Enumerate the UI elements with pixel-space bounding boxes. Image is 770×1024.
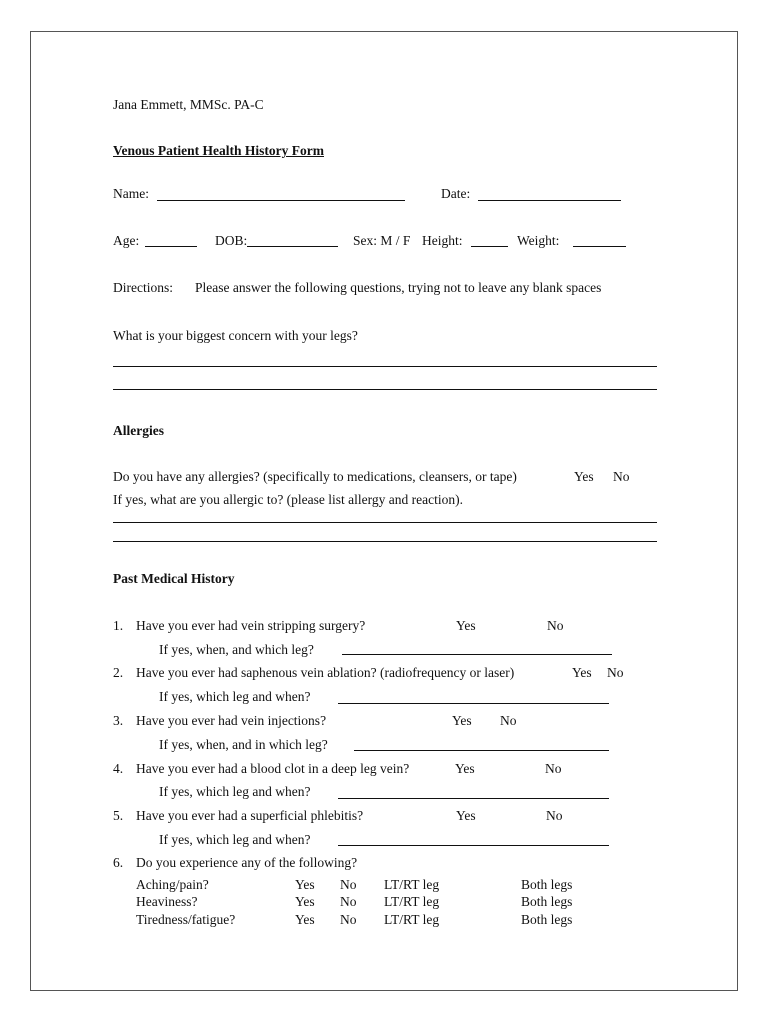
pmh-item-number: 4. xyxy=(113,761,124,776)
date-field[interactable] xyxy=(478,200,621,201)
weight-field[interactable] xyxy=(573,246,626,247)
dob-label: DOB: xyxy=(215,233,248,248)
symptom-no[interactable]: No xyxy=(340,912,357,927)
allergies-answer-line-2[interactable] xyxy=(113,541,657,542)
symptom-side[interactable]: LT/RT leg xyxy=(384,877,440,892)
symptom-name: Aching/pain? xyxy=(136,877,209,892)
dob-field[interactable] xyxy=(247,246,338,247)
allergies-followup: If yes, what are you allergic to? (please list allergy and reaction). xyxy=(113,492,463,507)
form-page xyxy=(30,31,738,991)
pmh-q6-number: 6. xyxy=(113,855,124,870)
allergies-yes[interactable]: Yes xyxy=(574,469,594,484)
name-field[interactable] xyxy=(157,200,405,201)
pmh-item-question: Have you ever had a superficial phlebitis? xyxy=(136,808,364,823)
pmh-item-no[interactable]: No xyxy=(500,713,517,728)
pmh-item-answer-line[interactable] xyxy=(338,798,609,799)
pmh-item-question: Have you ever had a blood clot in a deep leg vein? xyxy=(136,761,410,776)
pmh-item-number: 3. xyxy=(113,713,124,728)
pmh-item-yes[interactable]: Yes xyxy=(456,808,476,823)
pmh-item-no[interactable]: No xyxy=(547,618,564,633)
pmh-item-answer-line[interactable] xyxy=(342,654,612,655)
pmh-item-followup: If yes, when, and which leg? xyxy=(159,642,314,657)
symptom-both[interactable]: Both legs xyxy=(521,877,573,892)
concern-question: What is your biggest concern with your legs? xyxy=(113,328,358,343)
symptom-both[interactable]: Both legs xyxy=(521,912,573,927)
allergies-question: Do you have any allergies? (specifically to medications, cleansers, or tape) xyxy=(113,469,517,484)
allergies-no[interactable]: No xyxy=(613,469,630,484)
pmh-item-followup: If yes, which leg and when? xyxy=(159,689,311,704)
pmh-item-answer-line[interactable] xyxy=(338,703,609,704)
pmh-heading: Past Medical History xyxy=(113,571,235,586)
pmh-item-followup: If yes, which leg and when? xyxy=(159,784,311,799)
symptom-name: Tiredness/fatigue? xyxy=(136,912,236,927)
symptom-no[interactable]: No xyxy=(340,877,357,892)
age-label: Age: xyxy=(113,233,140,248)
pmh-item-no[interactable]: No xyxy=(545,761,562,776)
pmh-item-yes[interactable]: Yes xyxy=(572,665,592,680)
date-label: Date: xyxy=(441,186,471,201)
name-label: Name: xyxy=(113,186,149,201)
pmh-item-question: Have you ever had saphenous vein ablation? (radiofrequency or laser) xyxy=(136,665,515,680)
pmh-item-number: 1. xyxy=(113,618,124,633)
pmh-item-answer-line[interactable] xyxy=(338,845,609,846)
pmh-item-yes[interactable]: Yes xyxy=(455,761,475,776)
sex-label[interactable]: Sex: M / F xyxy=(353,233,411,248)
age-field[interactable] xyxy=(145,246,197,247)
symptom-yes[interactable]: Yes xyxy=(295,912,315,927)
symptom-no[interactable]: No xyxy=(340,894,357,909)
pmh-item-no[interactable]: No xyxy=(607,665,624,680)
height-label: Height: xyxy=(422,233,463,248)
pmh-item-number: 2. xyxy=(113,665,124,680)
weight-label: Weight: xyxy=(517,233,560,248)
allergies-answer-line-1[interactable] xyxy=(113,522,657,523)
height-field[interactable] xyxy=(471,246,508,247)
symptom-side[interactable]: LT/RT leg xyxy=(384,912,440,927)
directions-text: Please answer the following questions, trying not to leave any blank spaces xyxy=(195,280,602,295)
symptom-side[interactable]: LT/RT leg xyxy=(384,894,440,909)
pmh-item-followup: If yes, when, and in which leg? xyxy=(159,737,328,752)
pmh-item-yes[interactable]: Yes xyxy=(452,713,472,728)
pmh-item-followup: If yes, which leg and when? xyxy=(159,832,311,847)
symptom-name: Heaviness? xyxy=(136,894,198,909)
form-title: Venous Patient Health History Form xyxy=(113,143,324,158)
pmh-item-answer-line[interactable] xyxy=(354,750,609,751)
pmh-item-no[interactable]: No xyxy=(546,808,563,823)
concern-answer-line-1[interactable] xyxy=(113,366,657,367)
concern-answer-line-2[interactable] xyxy=(113,389,657,390)
pmh-item-number: 5. xyxy=(113,808,124,823)
symptom-yes[interactable]: Yes xyxy=(295,894,315,909)
symptom-both[interactable]: Both legs xyxy=(521,894,573,909)
pmh-q6-question: Do you experience any of the following? xyxy=(136,855,358,870)
pmh-item-question: Have you ever had vein injections? xyxy=(136,713,327,728)
author-line: Jana Emmett, MMSc. PA-C xyxy=(113,97,264,112)
allergies-heading: Allergies xyxy=(113,423,164,438)
symptom-yes[interactable]: Yes xyxy=(295,877,315,892)
pmh-item-question: Have you ever had vein stripping surgery? xyxy=(136,618,366,633)
directions-label: Directions: xyxy=(113,280,173,295)
pmh-item-yes[interactable]: Yes xyxy=(456,618,476,633)
